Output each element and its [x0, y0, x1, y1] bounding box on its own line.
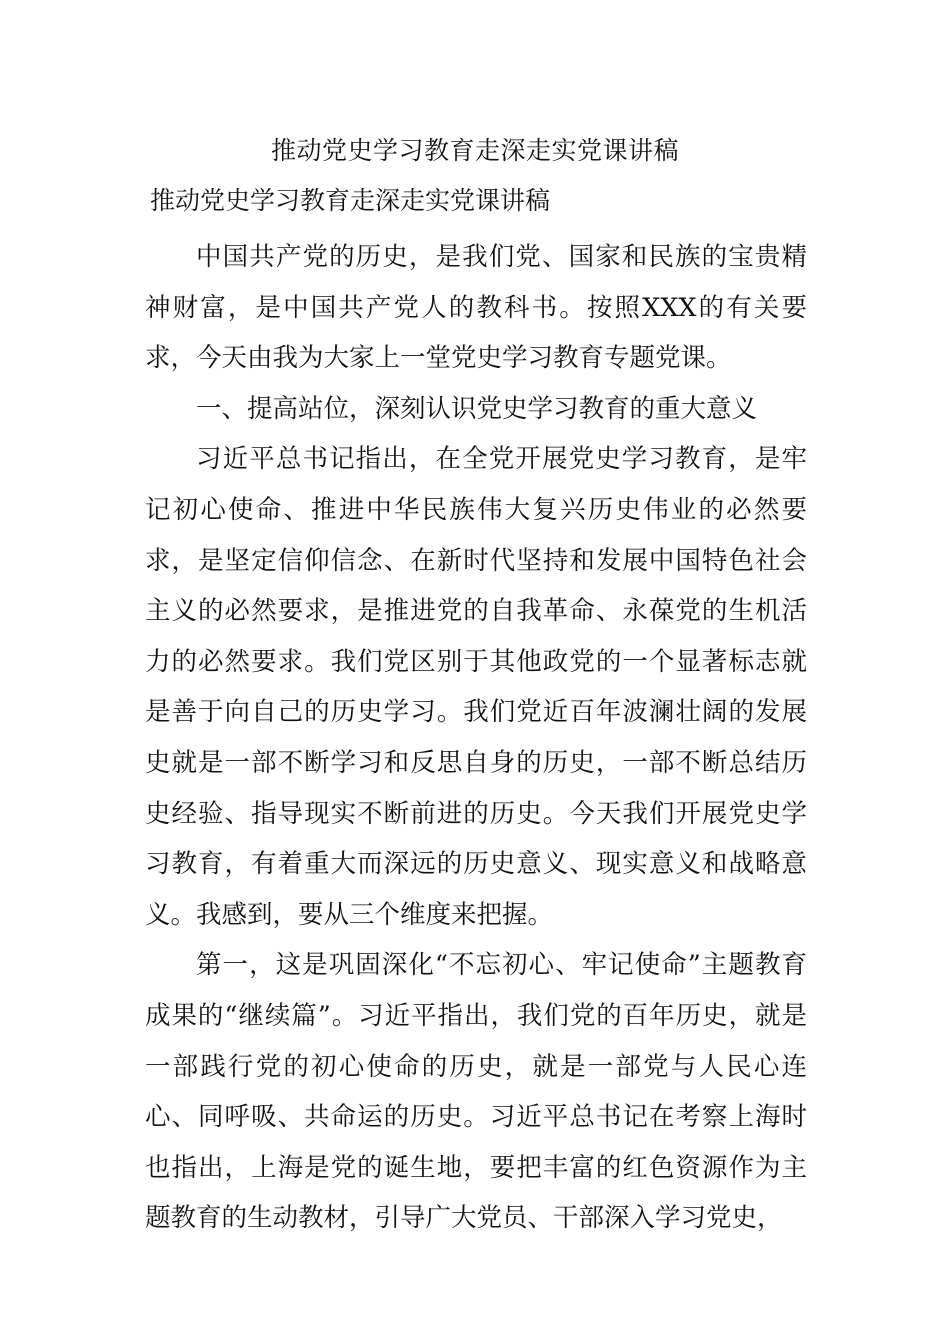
section-heading-1: 一、提高站位，深刻认识党史学习教育的重大意义 — [196, 393, 758, 424]
document-title: 推动党史学习教育走深走实党课讲稿 — [270, 136, 679, 165]
paragraph-intro: 中国共产党的历史，是我们党、国家和民族的宝贵精神财富，是中国共产党人的教科书。按照XXX的有关要求，今天由我为大家上一堂党史学习教育专题党课。 — [145, 242, 807, 374]
document-subtitle: 推动党史学习教育走深走实党课讲稿 — [150, 186, 551, 215]
paragraph-first-point: 第一，这是巩固深化“不忘初心、牢记使命”主题教育成果的“继续篇”。习近平指出，我们党的百年历史，就是一部践行党的初心使命的历史，就是一部党与人民心连心、同呼吸、共命运的历史。习近平总书记在考察上海时也指出，上海是党的诞生地，要把丰富的红色资源作为主题教育的生动教材，引导广大党员、干部深入学习党史， — [145, 950, 807, 1234]
document-body — [145, 232, 807, 1244]
paragraph-significance: 习近平总书记指出，在全党开展党史学习教育，是牢记初心使命、推进中华民族伟大复兴历史伟业的必然要求，是坚定信仰信念、在新时代坚持和发展中国特色社会主义的必然要求，是推进党的自我革命、永葆党的生机活力的必然要求。我们党区别于其他政党的一个显著标志就是善于向自己的历史学习。我们党近百年波澜壮阔的发展史就是一部不断学习和反思自身的历史，一部不断总结历史经验、指导现实不断前进的历史。今天我们开展党史学习教育，有着重大而深远的历史意义、现实意义和战略意义。我感到，要从三个维度来把握。 — [145, 444, 807, 930]
